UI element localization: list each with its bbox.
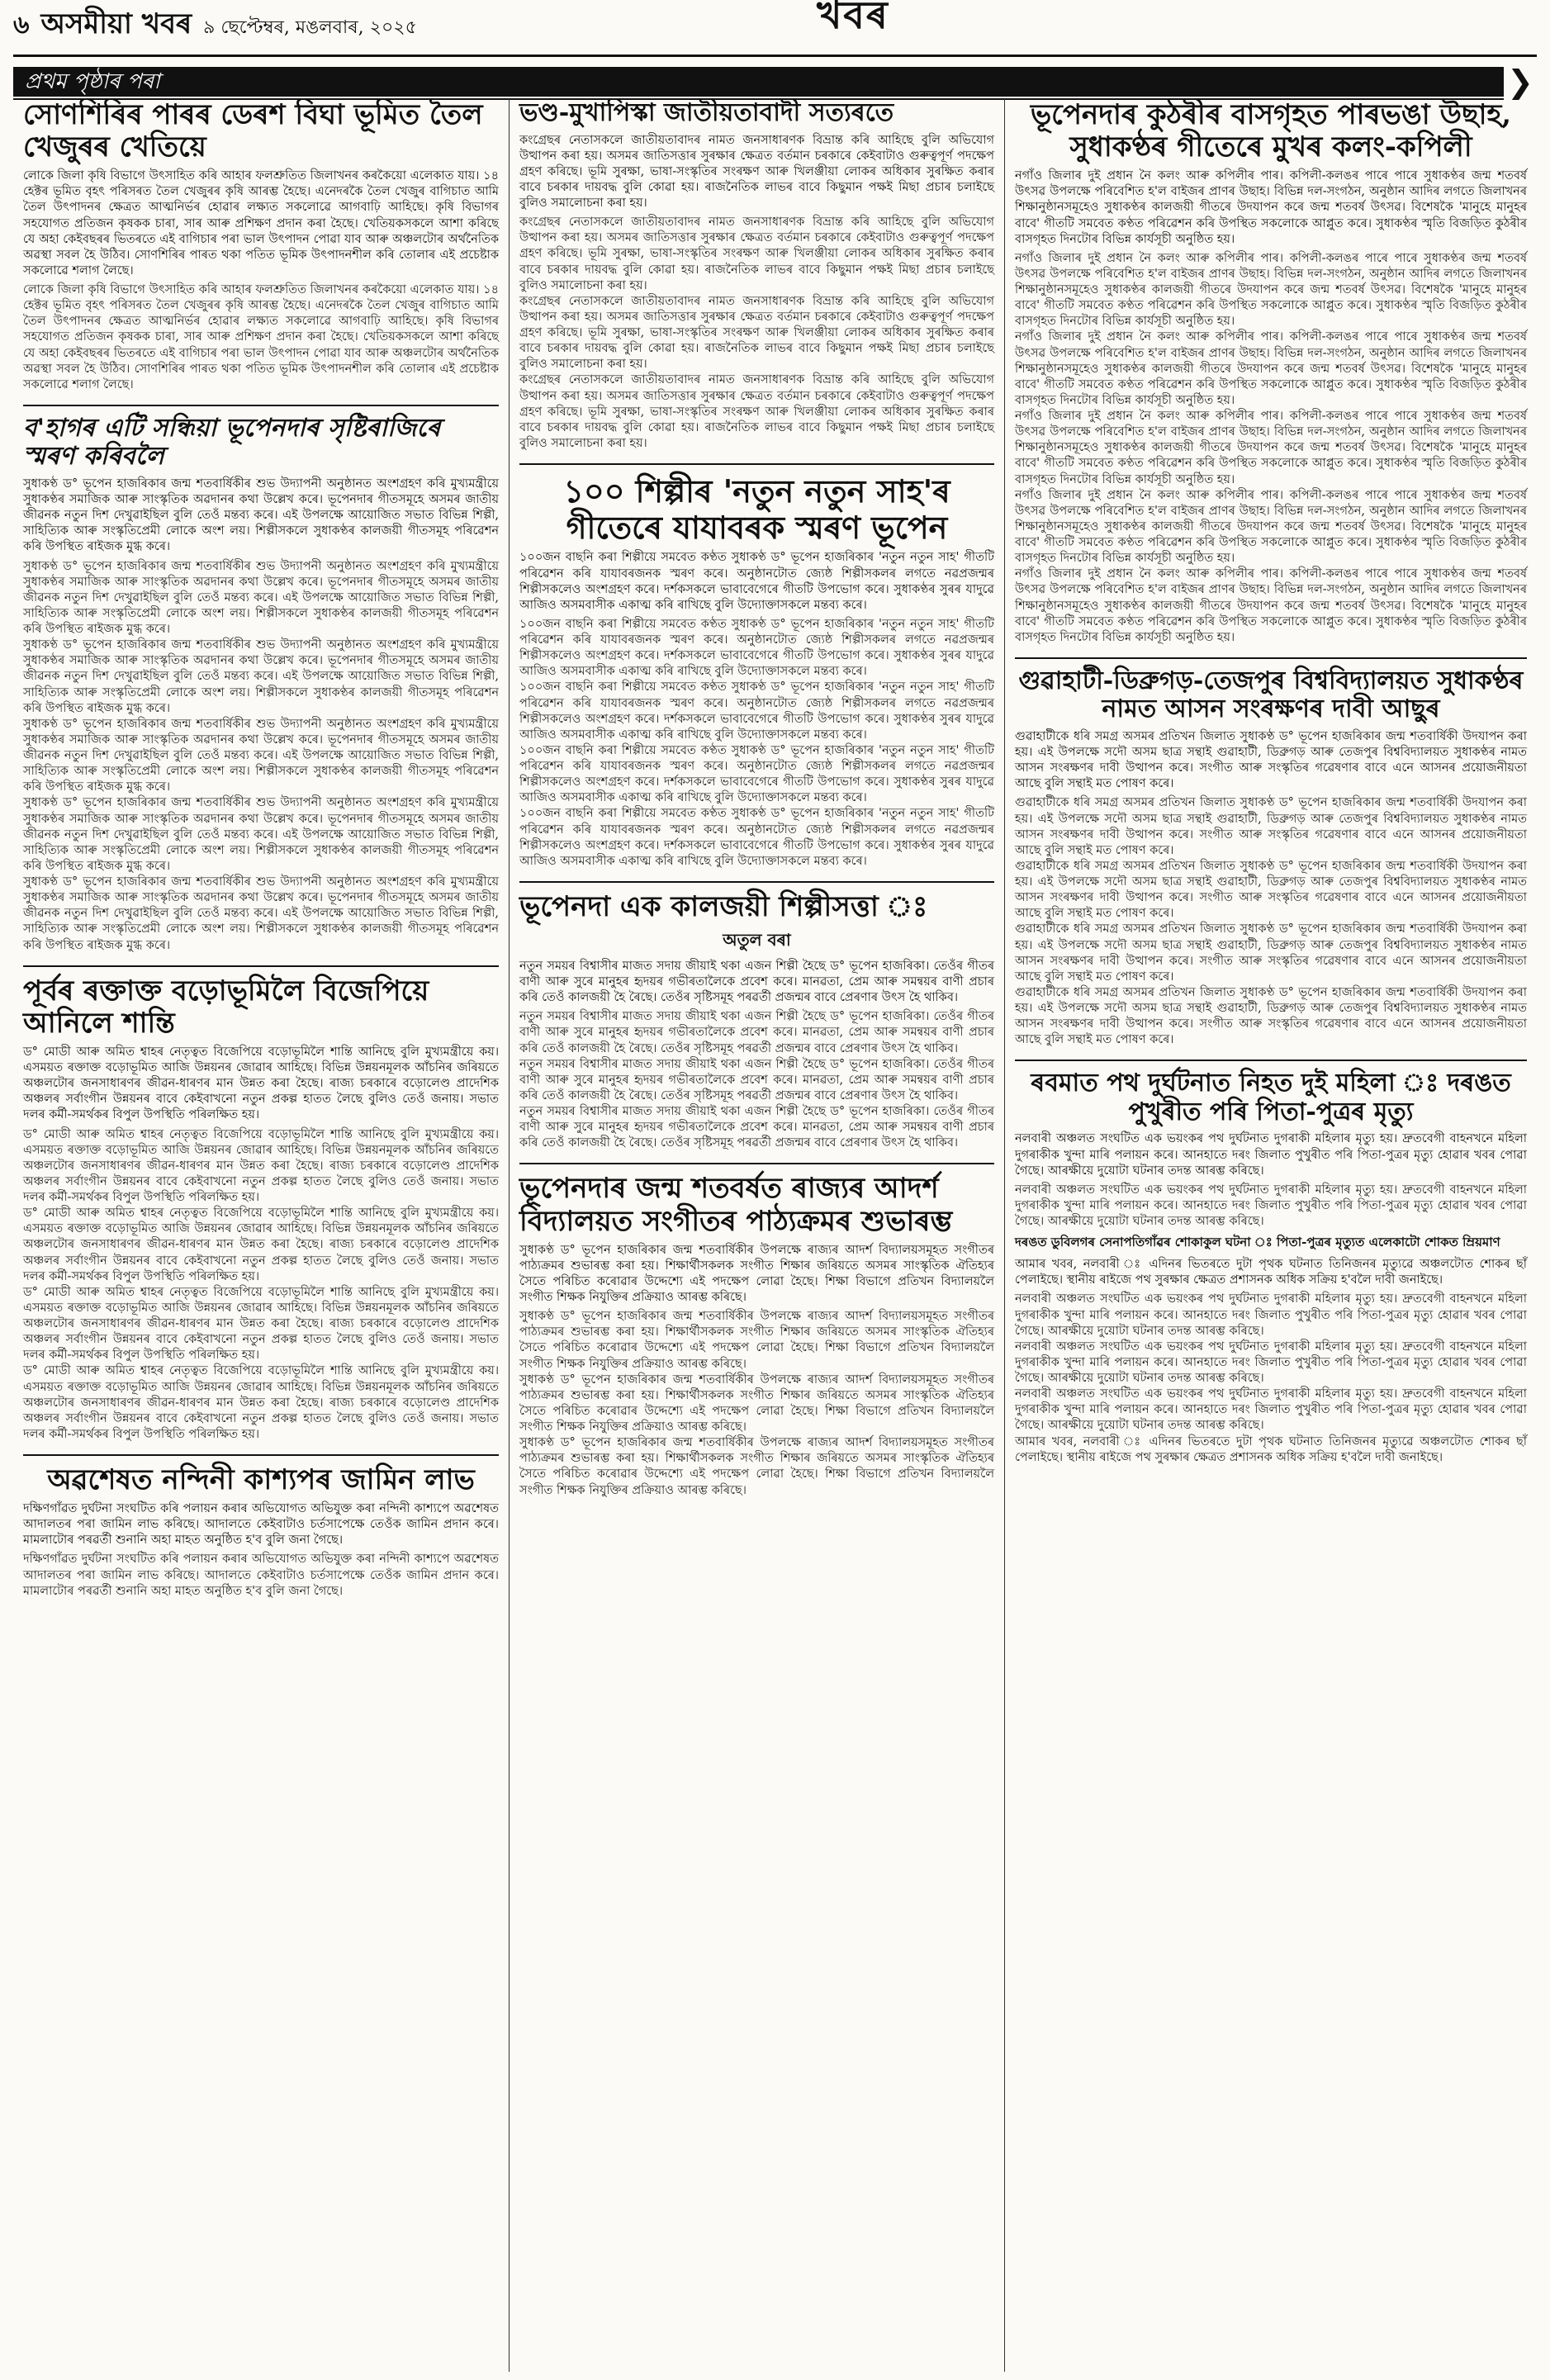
article-body: নতুন সময়ৰ বিশ্বাসীৰ মাজত সদায় জীয়াই থকা এজন শিল্পী হৈছে ড° ভূপেন হাজৰিকা। তেওঁৰ গীতৰ বাণী আৰু সুৰে মানুহৰ হৃদয়ৰ গভীৰতালৈকে প্ৰবেশ কৰে। মানৱতা, প্ৰেম আৰু সমন্বয়ৰ বাণী প্ৰচাৰ কৰি তেওঁ কালজয়ী হৈ ৰৈছে। তেওঁৰ সৃষ্টিসমূহ পৰৱৰ্তী প্ৰজন্মৰ বাবে প্ৰেৰণাৰ উৎস হৈ থাকিব। <box>519 959 994 1005</box>
article-timeless-artist <box>519 891 994 1152</box>
article-body: নলবাৰী অঞ্চলত সংঘটিত এক ভয়ংকৰ পথ দুৰ্ঘটনাত দুগৰাকী মহিলাৰ মৃত্যু হয়। দ্ৰুতবেগী বাহনখনে মহিলা দুগৰাকীক খুন্দা মাৰি পলায়ন কৰে। আনহাতে দৰং জিলাত পুখুৰীত পৰি পিতা-পুত্ৰৰ মৃত্যু হোৱাৰ খবৰ পোৱা গৈছে। আৰক্ষীয়ে দুয়োটা ঘটনাৰ তদন্ত আৰম্ভ কৰিছে। <box>1015 1132 1527 1178</box>
issue-date: ৯ ছেপ্টেম্বৰ, মঙলবাৰ, ২০২৫ <box>203 17 417 38</box>
article-body: সুধাকণ্ঠ ড° ভূপেন হাজৰিকাৰ জন্ম শতবাৰ্ষিকীৰ শুভ উদ্যাপনী অনুষ্ঠানত অংশগ্ৰহণ কৰি মুখ্যমন্ত্ৰীয়ে সুধাকণ্ঠৰ সমাজিক আৰু সাংস্কৃতিক অৱদানৰ কথা উল্লেখ কৰে। ভূপেনদাৰ গীতসমূহে অসমৰ জাতীয় জীৱনক নতুন দিশ দেখুৱাইছিল বুলি তেওঁ মন্তব্য কৰে। এই উপলক্ষে আয়োজিত সভাত বিভিন্ন শিল্পী, সাহিত্যিক আৰু সংস্কৃতিপ্ৰেমী লোকে অংশ লয়। শিল্পীসকলে সুধাকণ্ঠৰ কালজয়ী গীতসমূহ পৰিৱেশন কৰি উপস্থিত ৰাইজক মুগ্ধ কৰে। <box>23 476 499 554</box>
article-body: গুৱাহাটীকে ধৰি সমগ্ৰ অসমৰ প্ৰতিখন জিলাত সুধাকণ্ঠ ড° ভূপেন হাজৰিকাৰ জন্ম শতবাৰ্ষিকী উদযাপন কৰা হয়। এই উপলক্ষে সদৌ অসম ছাত্ৰ সন্থাই গুৱাহাটী, ডিব্ৰুগড় আৰু তেজপুৰ বিশ্ববিদ্যালয়ত সুধাকণ্ঠৰ নামত আসন সংৰক্ষণৰ দাবী উত্থাপন কৰে। সংগীত আৰু সংস্কৃতিৰ গৱেষণাৰ বাবে এনে আসনৰ প্ৰয়োজনীয়তা আছে বুলি সন্থাই মত পোষণ কৰে। <box>1015 729 1527 791</box>
article-nationalism <box>519 99 994 452</box>
article-nandini-bail <box>23 1464 499 1600</box>
article-body-cont: নলবাৰী অঞ্চলত সংঘটিত এক ভয়ংকৰ পথ দুৰ্ঘটনাত দুগৰাকী মহিলাৰ মৃত্যু হয়। দ্ৰুতবেগী বাহনখনে মহিলা দুগৰাকীক খুন্দা মাৰি পলায়ন কৰে। আনহাতে দৰং জিলাত পুখুৰীত পৰি পিতা-পুত্ৰৰ মৃত্যু হোৱাৰ খবৰ পোৱা গৈছে। আৰক্ষীয়ে দুয়োটা ঘটনাৰ তদন্ত আৰম্ভ কৰিছে। <box>1015 1339 1527 1386</box>
article-body: ১০০জন বাছনি কৰা শিল্পীয়ে সমবেত কণ্ঠত সুধাকণ্ঠ ড° ভূপেন হাজৰিকাৰ 'নতুন নতুন সাহ' গীতটি পৰিৱেশন কৰি যাযাবৰজনক স্মৰণ কৰে। অনুষ্ঠানটোত জ্যেষ্ঠ শিল্পীসকলৰ লগতে নৱপ্ৰজন্মৰ শিল্পীসকলেও অংশগ্ৰহণ কৰে। দৰ্শকসকলে ভাবাবেগেৰে গীতটি উপভোগ কৰে। সুধাকণ্ঠৰ সুৰৰ যাদুৱে আজিও অসমবাসীক একাত্ম কৰি ৰাখিছে বুলি উদ্যোক্তাসকলে মন্তব্য কৰে। <box>519 551 994 612</box>
article-body-cont: ড° মোডী আৰু অমিত শ্বাহৰ নেতৃত্বত বিজেপিয়ে বড়োভূমিলৈ শান্তি আনিছে বুলি মুখ্যমন্ত্ৰীয়ে কয়। এসময়ত ৰক্তাক্ত বড়োভূমিত আজি উন্নয়নৰ জোৱাৰ আহিছে। বিভিন্ন উন্নয়নমূলক আঁচনিৰ জৰিয়তে অঞ্চলটোৰ জনসাধাৰণৰ জীৱন-ধাৰণৰ মান উন্নত কৰা হৈছে। ৰাজ্য চৰকাৰে বড়োলেণ্ড প্ৰাদেশিক অঞ্চলৰ সৰ্বাংগীন উন্নয়নৰ বাবে কেইবাখনো নতুন প্ৰকল্প হাতত লৈছে বুলিও তেওঁ জনায়। সভাত দলৰ কৰ্মী-সমৰ্থকৰ বিপুল উপস্থিতি পৰিলক্ষিত হয়। <box>23 1364 499 1441</box>
article-body-cont: নলবাৰী অঞ্চলত সংঘটিত এক ভয়ংকৰ পথ দুৰ্ঘটনাত দুগৰাকী মহিলাৰ মৃত্যু হয়। দ্ৰুতবেগী বাহনখনে মহিলা দুগৰাকীক খুন্দা মাৰি পলায়ন কৰে। আনহাতে দৰং জিলাত পুখুৰীত পৰি পিতা-পুত্ৰৰ মৃত্যু হোৱাৰ খবৰ পোৱা গৈছে। আৰক্ষীয়ে দুয়োটা ঘটনাৰ তদন্ত আৰম্ভ কৰিছে। <box>1015 1387 1527 1433</box>
headline: গুৱাহাটী-ডিব্ৰুগড়-তেজপুৰ বিশ্ববিদ্যালয়ত সুধাকণ্ঠৰ নামত আসন সংৰক্ষণৰ দাবী আছুৰ <box>1018 666 1524 724</box>
article-university-chair <box>1015 667 1527 1049</box>
article-body-cont: ড° মোডী আৰু অমিত শ্বাহৰ নেতৃত্বত বিজেপিয়ে বড়োভূমিলৈ শান্তি আনিছে বুলি মুখ্যমন্ত্ৰীয়ে কয়। এসময়ত ৰক্তাক্ত বড়োভূমিত আজি উন্নয়নৰ জোৱাৰ আহিছে। বিভিন্ন উন্নয়নমূলক আঁচনিৰ জৰিয়তে অঞ্চলটোৰ জনসাধাৰণৰ জীৱন-ধাৰণৰ মান উন্নত কৰা হৈছে। ৰাজ্য চৰকাৰে বড়োলেণ্ড প্ৰাদেশিক অঞ্চলৰ সৰ্বাংগীন উন্নয়নৰ বাবে কেইবাখনো নতুন প্ৰকল্প হাতত লৈছে বুলিও তেওঁ জনায়। সভাত দলৰ কৰ্মী-সমৰ্থকৰ বিপুল উপস্থিতি পৰিলক্ষিত হয়। <box>23 1127 499 1204</box>
article-oil-palm <box>23 99 499 393</box>
article-body-cont: গুৱাহাটীকে ধৰি সমগ্ৰ অসমৰ প্ৰতিখন জিলাত সুধাকণ্ঠ ড° ভূপেন হাজৰিকাৰ জন্ম শতবাৰ্ষিকী উদযাপন কৰা হয়। এই উপলক্ষে সদৌ অসম ছাত্ৰ সন্থাই গুৱাহাটী, ডিব্ৰুগড় আৰু তেজপুৰ বিশ্ববিদ্যালয়ত সুধাকণ্ঠৰ নামত আসন সংৰক্ষণৰ দাবী উত্থাপন কৰে। সংগীত আৰু সংস্কৃতিৰ গৱেষণাৰ বাবে এনে আসনৰ প্ৰয়োজনীয়তা আছে বুলি সন্থাই মত পোষণ কৰে। <box>1015 985 1527 1047</box>
article-accidents <box>1015 1069 1527 1465</box>
headline: পূৰ্বৰ ৰক্তাক্ত বড়োভূমিলৈ বিজেপিয়ে আনিলে শান্তি <box>23 974 429 1040</box>
author-byline: অতুল বৰা <box>723 929 791 950</box>
article-body-cont: ১০০জন বাছনি কৰা শিল্পীয়ে সমবেত কণ্ঠত সুধাকণ্ঠ ড° ভূপেন হাজৰিকাৰ 'নতুন নতুন সাহ' গীতটি পৰিৱেশন কৰি যাযাবৰজনক স্মৰণ কৰে। অনুষ্ঠানটোত জ্যেষ্ঠ শিল্পীসকলৰ লগতে নৱপ্ৰজন্মৰ শিল্পীসকলেও অংশগ্ৰহণ কৰে। দৰ্শকসকলে ভাবাবেগেৰে গীতটি উপভোগ কৰে। সুধাকণ্ঠৰ সুৰৰ যাদুৱে আজিও অসমবাসীক একাত্ম কৰি ৰাখিছে বুলি উদ্যোক্তাসকলে মন্তব্য কৰে। <box>519 743 994 805</box>
article-body: আমাৰ খবৰ, নলবাৰী ঃ এদিনৰ ভিতৰতে দুটা পৃথক ঘটনাত তিনিজনৰ মৃত্যুৱে অঞ্চলটোত শোকৰ ছাঁ পেলাইছে। স্থানীয় ৰাইজে পথ সুৰক্ষাৰ ক্ষেত্ৰত প্ৰশাসনক অধিক সক্ৰিয় হ'বলৈ দাবী জনাইছে। <box>1015 1258 1527 1287</box>
article-body-cont: নতুন সময়ৰ বিশ্বাসীৰ মাজত সদায় জীয়াই থকা এজন শিল্পী হৈছে ড° ভূপেন হাজৰিকা। তেওঁৰ গীতৰ বাণী আৰু সুৰে মানুহৰ হৃদয়ৰ গভীৰতালৈকে প্ৰবেশ কৰে। মানৱতা, প্ৰেম আৰু সমন্বয়ৰ বাণী প্ৰচাৰ কৰি তেওঁ কালজয়ী হৈ ৰৈছে। তেওঁৰ সৃষ্টিসমূহ পৰৱৰ্তী প্ৰজন্মৰ বাবে প্ৰেৰণাৰ উৎস হৈ থাকিব। <box>519 1010 994 1055</box>
article-body-cont: কংগ্ৰেছৰ নেতাসকলে জাতীয়তাবাদৰ নামত জনসাধাৰণক বিভ্ৰান্ত কৰি আহিছে বুলি অভিযোগ উত্থাপন কৰা হয়। অসমৰ জাতিসত্তাৰ সুৰক্ষাৰ ক্ষেত্ৰত বৰ্তমান চৰকাৰে কেইবাটাও গুৰুত্বপূৰ্ণ পদক্ষেপ গ্ৰহণ কৰিছে। ভূমি সুৰক্ষা, ভাষা-সংস্কৃতিৰ সংৰক্ষণ আৰু খিলঞ্জীয়া লোকৰ অধিকাৰ সুৰক্ষিত কৰাৰ বাবে চৰকাৰ দায়বদ্ধ বুলি কোৱা হয়। ৰাজনৈতিক লাভৰ বাবে কিছুমান পক্ষই মিছা প্ৰচাৰ চলাইছে বুলিও সমালোচনা কৰা হয়। <box>519 294 995 372</box>
section-title: খবৰ <box>817 0 889 37</box>
headline: ভূপেনদাৰ কুঠৰীৰ বাসগৃহত পাৰভঙা উছাহ, সুধাকণ্ঠৰ গীতেৰে মুখৰ কলং-কপিলী <box>1030 99 1512 164</box>
article-body: নগাঁও জিলাৰ দুই প্ৰধান নৈ কলং আৰু কপিলীৰ পাৰ। কপিলী-কলঙৰ পাৰে পাৰে সুধাকণ্ঠৰ জন্ম শতবৰ্ষ উৎসৱ উপলক্ষে পৰিবেশিত হ'ল বাইজৰ প্ৰাণৰ উছাহ। বিভিন্ন দল-সংগঠন, অনুষ্ঠান আদিৰ লগতে জিলাখনৰ শিক্ষানুষ্ঠানসমূহেও সুধাকণ্ঠৰ কালজয়ী গীতৰে উদযাপন কৰে জন্ম শতবৰ্ষ উৎসৱ। বিশেষকৈ 'মানুহে মানুহৰ বাবে' গীতটি সমবেত কণ্ঠত পৰিৱেশন কৰি উপস্থিত সকলোকে আপ্লুত কৰে। সুধাকণ্ঠৰ স্মৃতি বিজড়িত কুঠৰীৰ বাসগৃহত দিনটোৰ বিভিন্ন কাৰ্যসূচী অনুষ্ঠিত হয়। <box>1015 169 1527 246</box>
column-right <box>1004 99 1537 2372</box>
article-body-cont: কংগ্ৰেছৰ নেতাসকলে জাতীয়তাবাদৰ নামত জনসাধাৰণক বিভ্ৰান্ত কৰি আহিছে বুলি অভিযোগ উত্থাপন কৰা হয়। অসমৰ জাতিসত্তাৰ সুৰক্ষাৰ ক্ষেত্ৰত বৰ্তমান চৰকাৰে কেইবাটাও গুৰুত্বপূৰ্ণ পদক্ষেপ গ্ৰহণ কৰিছে। ভূমি সুৰক্ষা, ভাষা-সংস্কৃতিৰ সংৰক্ষণ আৰু খিলঞ্জীয়া লোকৰ অধিকাৰ সুৰক্ষিত কৰাৰ বাবে চৰকাৰ দায়বদ্ধ বুলি কোৱা হয়। ৰাজনৈতিক লাভৰ বাবে কিছুমান পক্ষই মিছা প্ৰচাৰ চলাইছে বুলিও সমালোচনা কৰা হয়। <box>519 373 995 450</box>
article-body: ড° মোডী আৰু অমিত শ্বাহৰ নেতৃত্বত বিজেপিয়ে বড়োভূমিলৈ শান্তি আনিছে বুলি মুখ্যমন্ত্ৰীয়ে কয়। এসময়ত ৰক্তাক্ত বড়োভূমিত আজি উন্নয়নৰ জোৱাৰ আহিছে। বিভিন্ন উন্নয়নমূলক আঁচনিৰ জৰিয়তে অঞ্চলটোৰ জনসাধাৰণৰ জীৱন-ধাৰণৰ মান উন্নত কৰা হৈছে। ৰাজ্য চৰকাৰে বড়োলেণ্ড প্ৰাদেশিক অঞ্চলৰ সৰ্বাংগীন উন্নয়নৰ বাবে কেইবাখনো নতুন প্ৰকল্প হাতত লৈছে বুলিও তেওঁ জনায়। সভাত দলৰ কৰ্মী-সমৰ্থকৰ বিপুল উপস্থিতি পৰিলক্ষিত হয়। <box>23 1045 499 1122</box>
article-music-curriculum <box>519 1173 994 1498</box>
article-body: দক্ষিণগাঁৱত দুৰ্ঘটনা সংঘটিত কৰি পলায়ন কৰাৰ অভিযোগত অভিযুক্ত কৰা নন্দিনী কাশ্যপে অৱশেষত আদালতৰ পৰা জামিন লাভ কৰিছে। আদালতে কেইবাটাও চৰ্তসাপেক্ষে তেওঁক জামিন প্ৰদান কৰে। মামলাটোৰ পৰৱৰ্তী শুনানি অহা মাহত অনুষ্ঠিত হ'ব বুলি জনা গৈছে। <box>23 1502 499 1548</box>
continuation-banner <box>13 64 1537 100</box>
article-body-cont: নতুন সময়ৰ বিশ্বাসীৰ মাজত সদায় জীয়াই থকা এজন শিল্পী হৈছে ড° ভূপেন হাজৰিকা। তেওঁৰ গীতৰ বাণী আৰু সুৰে মানুহৰ হৃদয়ৰ গভীৰতালৈকে প্ৰবেশ কৰে। মানৱতা, প্ৰেম আৰু সমন্বয়ৰ বাণী প্ৰচাৰ কৰি তেওঁ কালজয়ী হৈ ৰৈছে। তেওঁৰ সৃষ্টিসমূহ পৰৱৰ্তী প্ৰজন্মৰ বাবে প্ৰেৰণাৰ উৎস হৈ থাকিব। <box>519 1057 994 1102</box>
headline: ১০০ শিল্পীৰ 'নতুন নতুন সাহ'ৰ গীতেৰে যাযাবৰক স্মৰণ ভূপেন <box>563 472 950 546</box>
article-body-cont: সুধাকণ্ঠ ড° ভূপেন হাজৰিকাৰ জন্ম শতবাৰ্ষিকীৰ উপলক্ষে ৰাজ্যৰ আদৰ্শ বিদ্যালয়সমূহত সংগীতৰ পাঠ্যক্ৰমৰ শুভাৰম্ভ কৰা হয়। শিক্ষাৰ্থীসকলক সংগীত শিক্ষাৰ জৰিয়তে অসমৰ সাংস্কৃতিক ঐতিহ্যৰ সৈতে পৰিচিত কৰোৱাৰ উদ্দেশ্যে এই পদক্ষেপ লোৱা হৈছে। শিক্ষা বিভাগে প্ৰতিখন বিদ্যালয়লৈ সংগীত শিক্ষক নিযুক্তিৰ প্ৰক্ৰিয়াও আৰম্ভ কৰিছে। <box>519 1436 994 1497</box>
headline: অৱশেষত নন্দিনী কাশ্যপৰ জামিন লাভ <box>47 1463 475 1496</box>
article-body-cont: ১০০জন বাছনি কৰা শিল্পীয়ে সমবেত কণ্ঠত সুধাকণ্ঠ ড° ভূপেন হাজৰিকাৰ 'নতুন নতুন সাহ' গীতটি পৰিৱেশন কৰি যাযাবৰজনক স্মৰণ কৰে। অনুষ্ঠানটোত জ্যেষ্ঠ শিল্পীসকলৰ লগতে নৱপ্ৰজন্মৰ শিল্পীসকলেও অংশগ্ৰহণ কৰে। দৰ্শকসকলে ভাবাবেগেৰে গীতটি উপভোগ কৰে। সুধাকণ্ঠৰ সুৰৰ যাদুৱে আজিও অসমবাসীক একাত্ম কৰি ৰাখিছে বুলি উদ্যোক্তাসকলে মন্তব্য কৰে। <box>519 680 994 742</box>
page-number: ৬ <box>13 11 30 40</box>
article-body-cont: গুৱাহাটীকে ধৰি সমগ্ৰ অসমৰ প্ৰতিখন জিলাত সুধাকণ্ঠ ড° ভূপেন হাজৰিকাৰ জন্ম শতবাৰ্ষিকী উদযাপন কৰা হয়। এই উপলক্ষে সদৌ অসম ছাত্ৰ সন্থাই গুৱাহাটী, ডিব্ৰুগড় আৰু তেজপুৰ বিশ্ববিদ্যালয়ত সুধাকণ্ঠৰ নামত আসন সংৰক্ষণৰ দাবী উত্থাপন কৰে। সংগীত আৰু সংস্কৃতিৰ গৱেষণাৰ বাবে এনে আসনৰ প্ৰয়োজনীয়তা আছে বুলি সন্থাই মত পোষণ কৰে। <box>1015 922 1527 984</box>
article-body: কংগ্ৰেছৰ নেতাসকলে জাতীয়তাবাদৰ নামত জনসাধাৰণক বিভ্ৰান্ত কৰি আহিছে বুলি অভিযোগ উত্থাপন কৰা হয়। অসমৰ জাতিসত্তাৰ সুৰক্ষাৰ ক্ষেত্ৰত বৰ্তমান চৰকাৰে কেইবাটাও গুৰুত্বপূৰ্ণ পদক্ষেপ গ্ৰহণ কৰিছে। ভূমি সুৰক্ষা, ভাষা-সংস্কৃতিৰ সংৰক্ষণ আৰু খিলঞ্জীয়া লোকৰ অধিকাৰ সুৰক্ষিত কৰাৰ বাবে চৰকাৰ দায়বদ্ধ বুলি কোৱা হয়। ৰাজনৈতিক লাভৰ বাবে কিছুমান পক্ষই মিছা প্ৰচাৰ চলাইছে বুলিও সমালোচনা কৰা হয়। <box>519 133 995 210</box>
article-subheading: দৰঙত ডুবিলগৰ সেনাপতিগাঁৱৰ শোকাকুল ঘটনা ঃ পিতা-পুত্ৰৰ মৃত্যুত এলেকাটো শোকত ম্ৰিয়মাণ <box>1015 1235 1500 1250</box>
article-body-cont: নগাঁও জিলাৰ দুই প্ৰধান নৈ কলং আৰু কপিলীৰ পাৰ। কপিলী-কলঙৰ পাৰে পাৰে সুধাকণ্ঠৰ জন্ম শতবৰ্ষ উৎসৱ উপলক্ষে পৰিবেশিত হ'ল বাইজৰ প্ৰাণৰ উছাহ। বিভিন্ন দল-সংগঠন, অনুষ্ঠান আদিৰ লগতে জিলাখনৰ শিক্ষানুষ্ঠানসমূহেও সুধাকণ্ঠৰ কালজয়ী গীতৰে উদযাপন কৰে জন্ম শতবৰ্ষ উৎসৱ। বিশেষকৈ 'মানুহে মানুহৰ বাবে' গীতটি সমবেত কণ্ঠত পৰিৱেশন কৰি উপস্থিত সকলোকে আপ্লুত কৰে। সুধাকণ্ঠৰ স্মৃতি বিজড়িত কুঠৰীৰ বাসগৃহত দিনটোৰ বিভিন্ন কাৰ্যসূচী অনুষ্ঠিত হয়। <box>1015 410 1527 486</box>
column-left <box>13 99 509 2372</box>
headline: সোণশিৰিৰ পাৰৰ ডেৰশ বিঘা ভূমিত তৈল খেজুৰৰ খেতিয়ে <box>23 99 483 164</box>
article-kolong-kopili <box>1015 99 1527 646</box>
masthead <box>13 0 1537 57</box>
headline: ব'হাগৰ এটি সন্ধিয়া ভূপেনদাৰ সৃষ্টিৰাজিৰে স্মৰণ কৰিবলৈ <box>23 413 441 472</box>
article-body-cont: সুধাকণ্ঠ ড° ভূপেন হাজৰিকাৰ জন্ম শতবাৰ্ষিকীৰ শুভ উদ্যাপনী অনুষ্ঠানত অংশগ্ৰহণ কৰি মুখ্যমন্ত্ৰীয়ে সুধাকণ্ঠৰ সমাজিক আৰু সাংস্কৃতিক অৱদানৰ কথা উল্লেখ কৰে। ভূপেনদাৰ গীতসমূহে অসমৰ জাতীয় জীৱনক নতুন দিশ দেখুৱাইছিল বুলি তেওঁ মন্তব্য কৰে। এই উপলক্ষে আয়োজিত সভাত বিভিন্ন শিল্পী, সাহিত্যিক আৰু সংস্কৃতিপ্ৰেমী লোকে অংশ লয়। শিল্পীসকলে সুধাকণ্ঠৰ কালজয়ী গীতসমূহ পৰিৱেশন কৰি উপস্থিত ৰাইজক মুগ্ধ কৰে। <box>23 717 499 794</box>
article-body-cont: আমাৰ খবৰ, নলবাৰী ঃ এদিনৰ ভিতৰতে দুটা পৃথক ঘটনাত তিনিজনৰ মৃত্যুৱে অঞ্চলটোত শোকৰ ছাঁ পেলাইছে। স্থানীয় ৰাইজে পথ সুৰক্ষাৰ ক্ষেত্ৰত প্ৰশাসনক অধিক সক্ৰিয় হ'বলৈ দাবী জনাইছে। <box>1015 1434 1527 1464</box>
newspaper-brand: অসমীয়া খবৰ <box>40 7 192 40</box>
article-body-cont: সুধাকণ্ঠ ড° ভূপেন হাজৰিকাৰ জন্ম শতবাৰ্ষিকীৰ শুভ উদ্যাপনী অনুষ্ঠানত অংশগ্ৰহণ কৰি মুখ্যমন্ত্ৰীয়ে সুধাকণ্ঠৰ সমাজিক আৰু সাংস্কৃতিক অৱদানৰ কথা উল্লেখ কৰে। ভূপেনদাৰ গীতসমূহে অসমৰ জাতীয় জীৱনক নতুন দিশ দেখুৱাইছিল বুলি তেওঁ মন্তব্য কৰে। এই উপলক্ষে আয়োজিত সভাত বিভিন্ন শিল্পী, সাহিত্যিক আৰু সংস্কৃতিপ্ৰেমী লোকে অংশ লয়। শিল্পীসকলে সুধাকণ্ঠৰ কালজয়ী গীতসমূহ পৰিৱেশন কৰি উপস্থিত ৰাইজক মুগ্ধ কৰে। <box>23 875 499 952</box>
article-body-cont: সুধাকণ্ঠ ড° ভূপেন হাজৰিকাৰ জন্ম শতবাৰ্ষিকীৰ শুভ উদ্যাপনী অনুষ্ঠানত অংশগ্ৰহণ কৰি মুখ্যমন্ত্ৰীয়ে সুধাকণ্ঠৰ সমাজিক আৰু সাংস্কৃতিক অৱদানৰ কথা উল্লেখ কৰে। ভূপেনদাৰ গীতসমূহে অসমৰ জাতীয় জীৱনক নতুন দিশ দেখুৱাইছিল বুলি তেওঁ মন্তব্য কৰে। এই উপলক্ষে আয়োজিত সভাত বিভিন্ন শিল্পী, সাহিত্যিক আৰু সংস্কৃতিপ্ৰেমী লোকে অংশ লয়। শিল্পীসকলে সুধাকণ্ঠৰ কালজয়ী গীতসমূহ পৰিৱেশন কৰি উপস্থিত ৰাইজক মুগ্ধ কৰে। <box>23 638 499 715</box>
article-body-cont: লোকে জিলা কৃষি বিভাগে উৎসাহিত কৰি আহাৰ ফলশ্ৰুতিত জিলাখনৰ কৰকৈয়ো এলেকাত যায়। ১৪ হেক্টৰ ভূমিত বৃহৎ পৰিসৰত তৈল খেজুৰৰ কৃষি আৰম্ভ হৈছে। এনেদৰকৈ তৈল খেজুৰ বাগিচাত আমি তৈল উৎপাদনৰ ক্ষেত্ৰত আত্মনিৰ্ভৰ হোৱাৰ লক্ষ্যত সকলোৱে আগবাঢ়ি আহিছে। কৃষি বিভাগৰ সহযোগত প্ৰতিজন কৃষকক চাৰা, সাৰ আৰু প্ৰশিক্ষণ প্ৰদান কৰা হৈছে। খেতিয়কসকলে আশা কৰিছে যে অহা কেইবছৰৰ ভিতৰতে এই বাগিচাৰ পৰা ভাল উৎপাদন পোৱা যাব আৰু অঞ্চলটোৰ অৰ্থনৈতিক অৱস্থা সবল হৈ উঠিব। সোণশিৰিৰ পাৰত থকা পতিত ভূমিক উৎপাদনশীল কৰি তোলাৰ এই প্ৰচেষ্টাক সকলোৱে শলাগ লৈছে। <box>23 283 499 391</box>
article-body-cont: নলবাৰী অঞ্চলত সংঘটিত এক ভয়ংকৰ পথ দুৰ্ঘটনাত দুগৰাকী মহিলাৰ মৃত্যু হয়। দ্ৰুতবেগী বাহনখনে মহিলা দুগৰাকীক খুন্দা মাৰি পলায়ন কৰে। আনহাতে দৰং জিলাত পুখুৰীত পৰি পিতা-পুত্ৰৰ মৃত্যু হোৱাৰ খবৰ পোৱা গৈছে। আৰক্ষীয়ে দুয়োটা ঘটনাৰ তদন্ত আৰম্ভ কৰিছে। <box>1015 1292 1527 1338</box>
page-turn-icon: ❯ <box>1507 64 1533 100</box>
article-body-cont: নতুন সময়ৰ বিশ্বাসীৰ মাজত সদায় জীয়াই থকা এজন শিল্পী হৈছে ড° ভূপেন হাজৰিকা। তেওঁৰ গীতৰ বাণী আৰু সুৰে মানুহৰ হৃদয়ৰ গভীৰতালৈকে প্ৰবেশ কৰে। মানৱতা, প্ৰেম আৰু সমন্বয়ৰ বাণী প্ৰচাৰ কৰি তেওঁ কালজয়ী হৈ ৰৈছে। তেওঁৰ সৃষ্টিসমূহ পৰৱৰ্তী প্ৰজন্মৰ বাবে প্ৰেৰণাৰ উৎস হৈ থাকিব। <box>519 1105 994 1150</box>
article-body: সুধাকণ্ঠ ড° ভূপেন হাজৰিকাৰ জন্ম শতবাৰ্ষিকীৰ উপলক্ষে ৰাজ্যৰ আদৰ্শ বিদ্যালয়সমূহত সংগীতৰ পাঠ্যক্ৰমৰ শুভাৰম্ভ কৰা হয়। শিক্ষাৰ্থীসকলক সংগীত শিক্ষাৰ জৰিয়তে অসমৰ সাংস্কৃতিক ঐতিহ্যৰ সৈতে পৰিচিত কৰোৱাৰ উদ্দেশ্যে এই পদক্ষেপ লোৱা হৈছে। শিক্ষা বিভাগে প্ৰতিখন বিদ্যালয়লৈ সংগীত শিক্ষক নিযুক্তিৰ প্ৰক্ৰিয়াও আৰম্ভ কৰিছে। <box>519 1243 994 1305</box>
article-body-cont: ১০০জন বাছনি কৰা শিল্পীয়ে সমবেত কণ্ঠত সুধাকণ্ঠ ড° ভূপেন হাজৰিকাৰ 'নতুন নতুন সাহ' গীতটি পৰিৱেশন কৰি যাযাবৰজনক স্মৰণ কৰে। অনুষ্ঠানটোত জ্যেষ্ঠ শিল্পীসকলৰ লগতে নৱপ্ৰজন্মৰ শিল্পীসকলেও অংশগ্ৰহণ কৰে। দৰ্শকসকলে ভাবাবেগেৰে গীতটি উপভোগ কৰে। সুধাকণ্ঠৰ সুৰৰ যাদুৱে আজিও অসমবাসীক একাত্ম কৰি ৰাখিছে বুলি উদ্যোক্তাসকলে মন্তব্য কৰে। <box>519 807 994 868</box>
banner-label: প্ৰথম পৃষ্ঠাৰ পৰা <box>13 67 1504 97</box>
headline: ভণ্ড-মুখাপিস্কা জাতীয়তাবাদী সত্যৰতে <box>519 99 894 127</box>
article-body-cont: নগাঁও জিলাৰ দুই প্ৰধান নৈ কলং আৰু কপিলীৰ পাৰ। কপিলী-কলঙৰ পাৰে পাৰে সুধাকণ্ঠৰ জন্ম শতবৰ্ষ উৎসৱ উপলক্ষে পৰিবেশিত হ'ল বাইজৰ প্ৰাণৰ উছাহ। বিভিন্ন দল-সংগঠন, অনুষ্ঠান আদিৰ লগতে জিলাখনৰ শিক্ষানুষ্ঠানসমূহেও সুধাকণ্ঠৰ কালজয়ী গীতৰে উদযাপন কৰে জন্ম শতবৰ্ষ উৎসৱ। বিশেষকৈ 'মানুহে মানুহৰ বাবে' গীতটি সমবেত কণ্ঠত পৰিৱেশন কৰি উপস্থিত সকলোকে আপ্লুত কৰে। সুধাকণ্ঠৰ স্মৃতি বিজড়িত কুঠৰীৰ বাসগৃহত দিনটোৰ বিভিন্ন কাৰ্যসূচী অনুষ্ঠিত হয়। <box>1015 567 1527 644</box>
column-middle <box>509 99 1004 2372</box>
article-body: লোকে জিলা কৃষি বিভাগে উৎসাহিত কৰি আহাৰ ফলশ্ৰুতিত জিলাখনৰ কৰকৈয়ো এলেকাত যায়। ১৪ হেক্টৰ ভূমিত বৃহৎ পৰিসৰত তৈল খেজুৰৰ কৃষি আৰম্ভ হৈছে। এনেদৰকৈ তৈল খেজুৰ বাগিচাত আমি তৈল উৎপাদনৰ ক্ষেত্ৰত আত্মনিৰ্ভৰ হোৱাৰ লক্ষ্যত সকলোৱে আগবাঢ়ি আহিছে। কৃষি বিভাগৰ সহযোগত প্ৰতিজন কৃষকক চাৰা, সাৰ আৰু প্ৰশিক্ষণ প্ৰদান কৰা হৈছে। খেতিয়কসকলে আশা কৰিছে যে অহা কেইবছৰৰ ভিতৰতে এই বাগিচাৰ পৰা ভাল উৎপাদন পোৱা যাব আৰু অঞ্চলটোৰ অৰ্থনৈতিক অৱস্থা সবল হৈ উঠিব। সোণশিৰিৰ পাৰত থকা পতিত ভূমিক উৎপাদনশীল কৰি তোলাৰ এই প্ৰচেষ্টাক সকলোৱে শলাগ লৈছে। <box>23 169 499 277</box>
headline: ভূপেনদা এক কালজয়ী শিল্পীসত্তা ঃ <box>519 889 928 923</box>
article-body-cont: সুধাকণ্ঠ ড° ভূপেন হাজৰিকাৰ জন্ম শতবাৰ্ষিকীৰ উপলক্ষে ৰাজ্যৰ আদৰ্শ বিদ্যালয়সমূহত সংগীতৰ পাঠ্যক্ৰমৰ শুভাৰম্ভ কৰা হয়। শিক্ষাৰ্থীসকলক সংগীত শিক্ষাৰ জৰিয়তে অসমৰ সাংস্কৃতিক ঐতিহ্যৰ সৈতে পৰিচিত কৰোৱাৰ উদ্দেশ্যে এই পদক্ষেপ লোৱা হৈছে। শিক্ষা বিভাগে প্ৰতিখন বিদ্যালয়লৈ সংগীত শিক্ষক নিযুক্তিৰ প্ৰক্ৰিয়াও আৰম্ভ কৰিছে। <box>519 1310 994 1371</box>
article-body-cont: নগাঁও জিলাৰ দুই প্ৰধান নৈ কলং আৰু কপিলীৰ পাৰ। কপিলী-কলঙৰ পাৰে পাৰে সুধাকণ্ঠৰ জন্ম শতবৰ্ষ উৎসৱ উপলক্ষে পৰিবেশিত হ'ল বাইজৰ প্ৰাণৰ উছাহ। বিভিন্ন দল-সংগঠন, অনুষ্ঠান আদিৰ লগতে জিলাখনৰ শিক্ষানুষ্ঠানসমূহেও সুধাকণ্ঠৰ কালজয়ী গীতৰে উদযাপন কৰে জন্ম শতবৰ্ষ উৎসৱ। বিশেষকৈ 'মানুহে মানুহৰ বাবে' গীতটি সমবেত কণ্ঠত পৰিৱেশন কৰি উপস্থিত সকলোকে আপ্লুত কৰে। সুধাকণ্ঠৰ স্মৃতি বিজড়িত কুঠৰীৰ বাসগৃহত দিনটোৰ বিভিন্ন কাৰ্যসূচী অনুষ্ঠিত হয়। <box>1015 330 1527 407</box>
headline: ভূপেনদাৰ জন্ম শতবৰ্ষত ৰাজ্যৰ আদৰ্শ বিদ্যালয়ত সংগীতৰ পাঠ্যক্ৰমৰ শুভাৰম্ভ <box>519 1172 953 1238</box>
article-bohag-evening <box>23 415 499 954</box>
article-body-cont: নগাঁও জিলাৰ দুই প্ৰধান নৈ কলং আৰু কপিলীৰ পাৰ। কপিলী-কলঙৰ পাৰে পাৰে সুধাকণ্ঠৰ জন্ম শতবৰ্ষ উৎসৱ উপলক্ষে পৰিবেশিত হ'ল বাইজৰ প্ৰাণৰ উছাহ। বিভিন্ন দল-সংগঠন, অনুষ্ঠান আদিৰ লগতে জিলাখনৰ শিক্ষানুষ্ঠানসমূহেও সুধাকণ্ঠৰ কালজয়ী গীতৰে উদযাপন কৰে জন্ম শতবৰ্ষ উৎসৱ। বিশেষকৈ 'মানুহে মানুহৰ বাবে' গীতটি সমবেত কণ্ঠত পৰিৱেশন কৰি উপস্থিত সকলোকে আপ্লুত কৰে। সুধাকণ্ঠৰ স্মৃতি বিজড়িত কুঠৰীৰ বাসগৃহত দিনটোৰ বিভিন্ন কাৰ্যসূচী অনুষ্ঠিত হয়। <box>1015 251 1527 329</box>
article-body-cont: নলবাৰী অঞ্চলত সংঘটিত এক ভয়ংকৰ পথ দুৰ্ঘটনাত দুগৰাকী মহিলাৰ মৃত্যু হয়। দ্ৰুতবেগী বাহনখনে মহিলা দুগৰাকীক খুন্দা মাৰি পলায়ন কৰে। আনহাতে দৰং জিলাত পুখুৰীত পৰি পিতা-পুত্ৰৰ মৃত্যু হোৱাৰ খবৰ পোৱা গৈছে। আৰক্ষীয়ে দুয়োটা ঘটনাৰ তদন্ত আৰম্ভ কৰিছে। <box>1015 1183 1527 1229</box>
article-body-cont: গুৱাহাটীকে ধৰি সমগ্ৰ অসমৰ প্ৰতিখন জিলাত সুধাকণ্ঠ ড° ভূপেন হাজৰিকাৰ জন্ম শতবাৰ্ষিকী উদযাপন কৰা হয়। এই উপলক্ষে সদৌ অসম ছাত্ৰ সন্থাই গুৱাহাটী, ডিব্ৰুগড় আৰু তেজপুৰ বিশ্ববিদ্যালয়ত সুধাকণ্ঠৰ নামত আসন সংৰক্ষণৰ দাবী উত্থাপন কৰে। সংগীত আৰু সংস্কৃতিৰ গৱেষণাৰ বাবে এনে আসনৰ প্ৰয়োজনীয়তা আছে বুলি সন্থাই মত পোষণ কৰে। <box>1015 796 1527 857</box>
article-body-cont: দক্ষিণগাঁৱত দুৰ্ঘটনা সংঘটিত কৰি পলায়ন কৰাৰ অভিযোগত অভিযুক্ত কৰা নন্দিনী কাশ্যপে অৱশেষত আদালতৰ পৰা জামিন লাভ কৰিছে। আদালতে কেইবাটাও চৰ্তসাপেক্ষে তেওঁক জামিন প্ৰদান কৰে। মামলাটোৰ পৰৱৰ্তী শুনানি অহা মাহত অনুষ্ঠিত হ'ব বুলি জনা গৈছে। <box>23 1553 499 1598</box>
article-body-cont: নগাঁও জিলাৰ দুই প্ৰধান নৈ কলং আৰু কপিলীৰ পাৰ। কপিলী-কলঙৰ পাৰে পাৰে সুধাকণ্ঠৰ জন্ম শতবৰ্ষ উৎসৱ উপলক্ষে পৰিবেশিত হ'ল বাইজৰ প্ৰাণৰ উছাহ। বিভিন্ন দল-সংগঠন, অনুষ্ঠান আদিৰ লগতে জিলাখনৰ শিক্ষানুষ্ঠানসমূহেও সুধাকণ্ঠৰ কালজয়ী গীতৰে উদযাপন কৰে জন্ম শতবৰ্ষ উৎসৱ। বিশেষকৈ 'মানুহে মানুহৰ বাবে' গীতটি সমবেত কণ্ঠত পৰিৱেশন কৰি উপস্থিত সকলোকে আপ্লুত কৰে। সুধাকণ্ঠৰ স্মৃতি বিজড়িত কুঠৰীৰ বাসগৃহত দিনটোৰ বিভিন্ন কাৰ্যসূচী অনুষ্ঠিত হয়। <box>1015 488 1527 566</box>
article-bodoland-peace <box>23 975 499 1443</box>
article-body-cont: ড° মোডী আৰু অমিত শ্বাহৰ নেতৃত্বত বিজেপিয়ে বড়োভূমিলৈ শান্তি আনিছে বুলি মুখ্যমন্ত্ৰীয়ে কয়। এসময়ত ৰক্তাক্ত বড়োভূমিত আজি উন্নয়নৰ জোৱাৰ আহিছে। বিভিন্ন উন্নয়নমূলক আঁচনিৰ জৰিয়তে অঞ্চলটোৰ জনসাধাৰণৰ জীৱন-ধাৰণৰ মান উন্নত কৰা হৈছে। ৰাজ্য চৰকাৰে বড়োলেণ্ড প্ৰাদেশিক অঞ্চলৰ সৰ্বাংগীন উন্নয়নৰ বাবে কেইবাখনো নতুন প্ৰকল্প হাতত লৈছে বুলিও তেওঁ জনায়। সভাত দলৰ কৰ্মী-সমৰ্থকৰ বিপুল উপস্থিতি পৰিলক্ষিত হয়। <box>23 1207 499 1283</box>
headline: ৰবমাত পথ দুৰ্ঘটনাত নিহত দুই মহিলা ঃ দৰঙত পুখুৰীত পৰি পিতা-পুত্ৰৰ মৃত্যু <box>1031 1069 1511 1126</box>
article-body-cont: সুধাকণ্ঠ ড° ভূপেন হাজৰিকাৰ জন্ম শতবাৰ্ষিকীৰ শুভ উদ্যাপনী অনুষ্ঠানত অংশগ্ৰহণ কৰি মুখ্যমন্ত্ৰীয়ে সুধাকণ্ঠৰ সমাজিক আৰু সাংস্কৃতিক অৱদানৰ কথা উল্লেখ কৰে। ভূপেনদাৰ গীতসমূহে অসমৰ জাতীয় জীৱনক নতুন দিশ দেখুৱাইছিল বুলি তেওঁ মন্তব্য কৰে। এই উপলক্ষে আয়োজিত সভাত বিভিন্ন শিল্পী, সাহিত্যিক আৰু সংস্কৃতিপ্ৰেমী লোকে অংশ লয়। শিল্পীসকলে সুধাকণ্ঠৰ কালজয়ী গীতসমূহ পৰিৱেশন কৰি উপস্থিত ৰাইজক মুগ্ধ কৰে। <box>23 559 499 637</box>
article-columns <box>13 99 1537 2372</box>
article-body-cont: সুধাকণ্ঠ ড° ভূপেন হাজৰিকাৰ জন্ম শতবাৰ্ষিকীৰ উপলক্ষে ৰাজ্যৰ আদৰ্শ বিদ্যালয়সমূহত সংগীতৰ পাঠ্যক্ৰমৰ শুভাৰম্ভ কৰা হয়। শিক্ষাৰ্থীসকলক সংগীত শিক্ষাৰ জৰিয়তে অসমৰ সাংস্কৃতিক ঐতিহ্যৰ সৈতে পৰিচিত কৰোৱাৰ উদ্দেশ্যে এই পদক্ষেপ লোৱা হৈছে। শিক্ষা বিভাগে প্ৰতিখন বিদ্যালয়লৈ সংগীত শিক্ষক নিযুক্তিৰ প্ৰক্ৰিয়াও আৰম্ভ কৰিছে। <box>519 1373 994 1434</box>
article-body-cont: ড° মোডী আৰু অমিত শ্বাহৰ নেতৃত্বত বিজেপিয়ে বড়োভূমিলৈ শান্তি আনিছে বুলি মুখ্যমন্ত্ৰীয়ে কয়। এসময়ত ৰক্তাক্ত বড়োভূমিত আজি উন্নয়নৰ জোৱাৰ আহিছে। বিভিন্ন উন্নয়নমূলক আঁচনিৰ জৰিয়তে অঞ্চলটোৰ জনসাধাৰণৰ জীৱন-ধাৰণৰ মান উন্নত কৰা হৈছে। ৰাজ্য চৰকাৰে বড়োলেণ্ড প্ৰাদেশিক অঞ্চলৰ সৰ্বাংগীন উন্নয়নৰ বাবে কেইবাখনো নতুন প্ৰকল্প হাতত লৈছে বুলিও তেওঁ জনায়। সভাত দলৰ কৰ্মী-সমৰ্থকৰ বিপুল উপস্থিতি পৰিলক্ষিত হয়। <box>23 1285 499 1363</box>
article-body-cont: ১০০জন বাছনি কৰা শিল্পীয়ে সমবেত কণ্ঠত সুধাকণ্ঠ ড° ভূপেন হাজৰিকাৰ 'নতুন নতুন সাহ' গীতটি পৰিৱেশন কৰি যাযাবৰজনক স্মৰণ কৰে। অনুষ্ঠানটোত জ্যেষ্ঠ শিল্পীসকলৰ লগতে নৱপ্ৰজন্মৰ শিল্পীসকলেও অংশগ্ৰহণ কৰে। দৰ্শকসকলে ভাবাবেগেৰে গীতটি উপভোগ কৰে। সুধাকণ্ঠৰ সুৰৰ যাদুৱে আজিও অসমবাসীক একাত্ম কৰি ৰাখিছে বুলি উদ্যোক্তাসকলে মন্তব্য কৰে। <box>519 617 994 679</box>
article-body-cont: গুৱাহাটীকে ধৰি সমগ্ৰ অসমৰ প্ৰতিখন জিলাত সুধাকণ্ঠ ড° ভূপেন হাজৰিকাৰ জন্ম শতবাৰ্ষিকী উদযাপন কৰা হয়। এই উপলক্ষে সদৌ অসম ছাত্ৰ সন্থাই গুৱাহাটী, ডিব্ৰুগড় আৰু তেজপুৰ বিশ্ববিদ্যালয়ত সুধাকণ্ঠৰ নামত আসন সংৰক্ষণৰ দাবী উত্থাপন কৰে। সংগীত আৰু সংস্কৃতিৰ গৱেষণাৰ বাবে এনে আসনৰ প্ৰয়োজনীয়তা আছে বুলি সন্থাই মত পোষণ কৰে। <box>1015 859 1527 921</box>
article-body-cont: কংগ্ৰেছৰ নেতাসকলে জাতীয়তাবাদৰ নামত জনসাধাৰণক বিভ্ৰান্ত কৰি আহিছে বুলি অভিযোগ উত্থাপন কৰা হয়। অসমৰ জাতিসত্তাৰ সুৰক্ষাৰ ক্ষেত্ৰত বৰ্তমান চৰকাৰে কেইবাটাও গুৰুত্বপূৰ্ণ পদক্ষেপ গ্ৰহণ কৰিছে। ভূমি সুৰক্ষা, ভাষা-সংস্কৃতিৰ সংৰক্ষণ আৰু খিলঞ্জীয়া লোকৰ অধিকাৰ সুৰক্ষিত কৰাৰ বাবে চৰকাৰ দায়বদ্ধ বুলি কোৱা হয়। ৰাজনৈতিক লাভৰ বাবে কিছুমান পক্ষই মিছা প্ৰচাৰ চলাইছে বুলিও সমালোচনা কৰা হয়। <box>519 216 995 292</box>
article-body-cont: সুধাকণ্ঠ ড° ভূপেন হাজৰিকাৰ জন্ম শতবাৰ্ষিকীৰ শুভ উদ্যাপনী অনুষ্ঠানত অংশগ্ৰহণ কৰি মুখ্যমন্ত্ৰীয়ে সুধাকণ্ঠৰ সমাজিক আৰু সাংস্কৃতিক অৱদানৰ কথা উল্লেখ কৰে। ভূপেনদাৰ গীতসমূহে অসমৰ জাতীয় জীৱনক নতুন দিশ দেখুৱাইছিল বুলি তেওঁ মন্তব্য কৰে। এই উপলক্ষে আয়োজিত সভাত বিভিন্ন শিল্পী, সাহিত্যিক আৰু সংস্কৃতিপ্ৰেমী লোকে অংশ লয়। শিল্পীসকলে সুধাকণ্ঠৰ কালজয়ী গীতসমূহ পৰিৱেশন কৰি উপস্থিত ৰাইজক মুগ্ধ কৰে। <box>23 796 499 873</box>
article-100-artists <box>519 473 994 870</box>
